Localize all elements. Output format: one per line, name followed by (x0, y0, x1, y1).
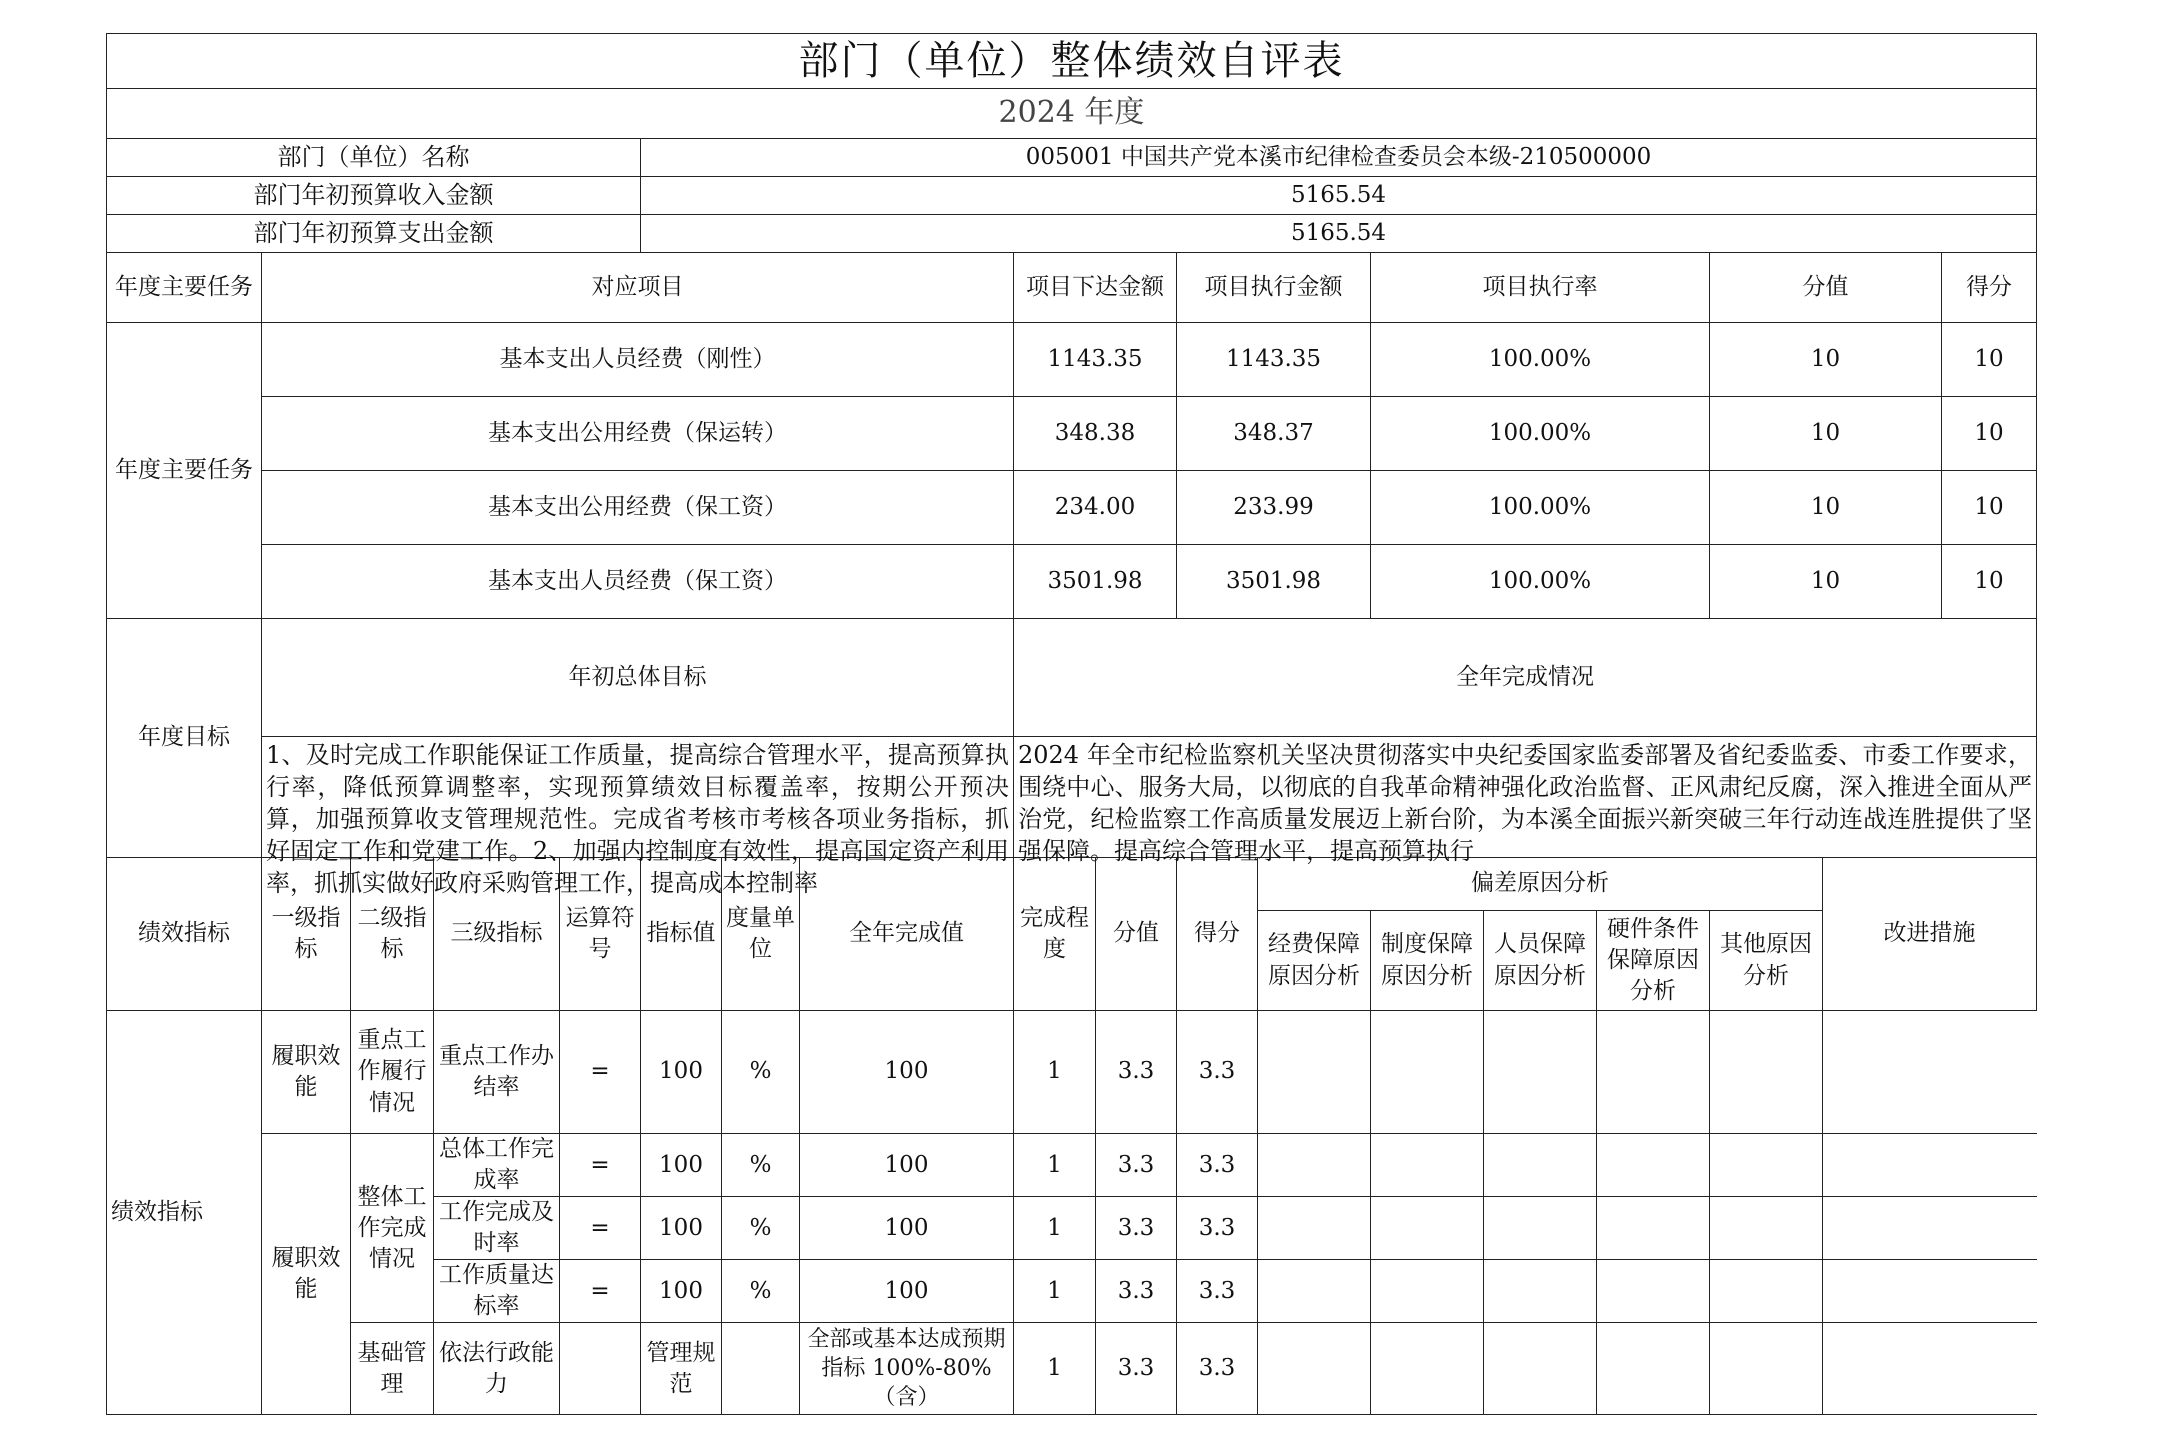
perf-got: 3.3 (1177, 1134, 1258, 1197)
dev-col-staff: 人员保障原因分析 (1484, 911, 1597, 1011)
perf-got: 3.3 (1177, 1197, 1258, 1260)
dev-col-hardware: 硬件条件保障原因分析 (1597, 911, 1710, 1011)
dev-cell (1258, 1134, 1371, 1197)
task-got: 10 (1942, 397, 2037, 471)
dept-name-label: 部门（单位）名称 (107, 139, 641, 177)
perf-unit: % (722, 1011, 800, 1134)
col-project: 对应项目 (262, 253, 1014, 323)
col-perf-got: 得分 (1177, 858, 1258, 1011)
col-perf-score: 分值 (1096, 858, 1177, 1011)
dev-cell (1371, 1260, 1484, 1323)
perf-got: 3.3 (1177, 1260, 1258, 1323)
col-actual: 全年完成值 (800, 858, 1014, 1011)
perf-l1: 履职效能 (262, 1134, 351, 1415)
dev-cell (1371, 1197, 1484, 1260)
self-evaluation-sheet (106, 33, 2037, 1415)
col-op: 运算符号 (560, 858, 641, 1011)
perf-unit (722, 1323, 800, 1415)
improve-cell (1823, 1011, 2037, 1134)
task-rate: 100.00% (1371, 545, 1710, 619)
perf-actual: 100 (800, 1134, 1014, 1197)
perf-target: 100 (641, 1134, 722, 1197)
perf-l3: 重点工作办结率 (434, 1011, 560, 1134)
perf-got: 3.3 (1177, 1323, 1258, 1415)
perf-l2: 重点工作履行情况 (351, 1011, 434, 1134)
dev-cell (1597, 1134, 1710, 1197)
task-got: 10 (1942, 471, 2037, 545)
improve-cell (1823, 1197, 2037, 1260)
col-unit: 度量单位 (722, 858, 800, 1011)
perf-score: 3.3 (1096, 1011, 1177, 1134)
income-value: 5165.54 (641, 177, 2037, 215)
dev-cell (1371, 1011, 1484, 1134)
dev-cell (1597, 1011, 1710, 1134)
dev-cell (1258, 1011, 1371, 1134)
dev-cell (1484, 1260, 1597, 1323)
col-rate: 项目执行率 (1371, 253, 1710, 323)
income-label: 部门年初预算收入金额 (107, 177, 641, 215)
perf-actual: 100 (800, 1197, 1014, 1260)
col-score: 分值 (1710, 253, 1942, 323)
perf-actual: 100 (800, 1011, 1014, 1134)
task-rate: 100.00% (1371, 323, 1710, 397)
perf-got: 3.3 (1177, 1011, 1258, 1134)
perf-degree: 1 (1014, 1011, 1096, 1134)
dev-cell (1371, 1323, 1484, 1415)
improve-cell (1823, 1323, 2037, 1415)
task-issued: 1143.35 (1014, 323, 1177, 397)
task-score: 10 (1710, 323, 1942, 397)
perf-degree: 1 (1014, 1134, 1096, 1197)
task-got: 10 (1942, 323, 2037, 397)
dev-cell (1597, 1197, 1710, 1260)
perf-actual: 100 (800, 1260, 1014, 1323)
task-project: 基本支出公用经费（保工资） (262, 471, 1014, 545)
perf-op: = (560, 1260, 641, 1323)
improve-cell (1823, 1134, 2037, 1197)
deviation-header: 偏差原因分析 (1258, 858, 1823, 911)
dev-cell (1484, 1197, 1597, 1260)
dev-cell (1710, 1323, 1823, 1415)
dev-cell (1710, 1011, 1823, 1134)
dev-col-funding: 经费保障原因分析 (1258, 911, 1371, 1011)
improve-cell (1823, 1260, 2037, 1323)
expense-value: 5165.54 (641, 215, 2037, 253)
dev-col-other: 其他原因分析 (1710, 911, 1823, 1011)
task-executed: 348.37 (1177, 397, 1371, 471)
perf-score: 3.3 (1096, 1323, 1177, 1415)
perf-side-label: 绩效指标 (107, 1011, 262, 1415)
perf-op (560, 1323, 641, 1415)
perf-target: 100 (641, 1011, 722, 1134)
initial-goal-header: 年初总体目标 (262, 619, 1014, 737)
task-issued: 3501.98 (1014, 545, 1177, 619)
perf-target: 100 (641, 1260, 722, 1323)
task-rate: 100.00% (1371, 397, 1710, 471)
dev-cell (1484, 1323, 1597, 1415)
dev-cell (1710, 1134, 1823, 1197)
col-l2: 二级指标 (351, 858, 434, 1011)
result-text: 2024 年全市纪检监察机关坚决贯彻落实中央纪委国家监委部署及省纪委监委、市委工作要求，围绕中心、服务大局，以彻底的自我革命精神强化政治监督、正风肃纪反腐，深入推进全面从严治党，纪检监察工作高质量发展迈上新台阶，为本溪全面振兴新突破三年行动连战连胜提供了坚强保障。提高综合管理水平，提高预算执行 (1014, 737, 2037, 858)
dev-col-system: 制度保障原因分析 (1371, 911, 1484, 1011)
task-issued: 348.38 (1014, 397, 1177, 471)
col-target: 指标值 (641, 858, 722, 1011)
col-executed: 项目执行金额 (1177, 253, 1371, 323)
task-issued: 234.00 (1014, 471, 1177, 545)
perf-degree: 1 (1014, 1197, 1096, 1260)
perf-l2: 整体工作完成情况 (351, 1134, 434, 1323)
page-title: 部门（单位）整体绩效自评表 (107, 34, 2037, 89)
perf-l3: 总体工作完成率 (434, 1134, 560, 1197)
perf-l3: 工作质量达标率 (434, 1260, 560, 1323)
col-issued: 项目下达金额 (1014, 253, 1177, 323)
col-l1: 一级指标 (262, 858, 351, 1011)
perf-degree: 1 (1014, 1323, 1096, 1415)
perf-l1: 履职效能 (262, 1011, 351, 1134)
dev-cell (1258, 1260, 1371, 1323)
perf-unit: % (722, 1260, 800, 1323)
perf-l2: 基础管理 (351, 1323, 434, 1415)
task-project: 基本支出人员经费（刚性） (262, 323, 1014, 397)
perf-degree: 1 (1014, 1260, 1096, 1323)
task-project: 基本支出公用经费（保运转） (262, 397, 1014, 471)
dev-cell (1484, 1134, 1597, 1197)
perf-l3: 依法行政能力 (434, 1323, 560, 1415)
initial-goal-text: 1、及时完成工作职能保证工作质量，提高综合管理水平，提高预算执行率，降低预算调整率，实现预算绩效目标覆盖率，按期公开预决算，加强预算收支管理规范性。完成省考核市考核各项业务指标，抓好固定工作和党建工作。2、加强内控制度有效性，提高国定资产利用率，抓抓实做好政府采购管理工作，提高成本控制率 (262, 737, 1014, 858)
dev-cell (1371, 1134, 1484, 1197)
perf-score: 3.3 (1096, 1134, 1177, 1197)
col-improve: 改进措施 (1823, 858, 2037, 1011)
task-score: 10 (1710, 545, 1942, 619)
perf-score: 3.3 (1096, 1260, 1177, 1323)
dept-name-value: 005001 中国共产党本溪市纪律检查委员会本级-210500000 (641, 139, 2037, 177)
perf-op: = (560, 1134, 641, 1197)
result-header: 全年完成情况 (1014, 619, 2037, 737)
task-executed: 3501.98 (1177, 545, 1371, 619)
perf-score: 3.3 (1096, 1197, 1177, 1260)
dev-cell (1484, 1011, 1597, 1134)
task-score: 10 (1710, 471, 1942, 545)
task-score: 10 (1710, 397, 1942, 471)
dev-cell (1258, 1197, 1371, 1260)
perf-actual: 全部或基本达成预期指标 100%-80%（含） (800, 1323, 1014, 1415)
perf-op: = (560, 1197, 641, 1260)
dev-cell (1258, 1323, 1371, 1415)
task-project: 基本支出人员经费（保工资） (262, 545, 1014, 619)
col-degree: 完成程度 (1014, 858, 1096, 1011)
perf-unit: % (722, 1197, 800, 1260)
task-executed: 1143.35 (1177, 323, 1371, 397)
col-got: 得分 (1942, 253, 2037, 323)
expense-label: 部门年初预算支出金额 (107, 215, 641, 253)
dev-cell (1710, 1260, 1823, 1323)
evaluation-table (106, 33, 2037, 1415)
task-side-label: 年度主要任务 (107, 323, 262, 619)
perf-unit: % (722, 1134, 800, 1197)
perf-op: = (560, 1011, 641, 1134)
perf-header-label: 绩效指标 (107, 858, 262, 1011)
dev-cell (1597, 1323, 1710, 1415)
perf-target: 100 (641, 1197, 722, 1260)
task-executed: 233.99 (1177, 471, 1371, 545)
goals-label: 年度目标 (107, 619, 262, 858)
col-l3: 三级指标 (434, 858, 560, 1011)
perf-target: 管理规范 (641, 1323, 722, 1415)
year-label: 2024 年度 (107, 89, 2037, 139)
dev-cell (1710, 1197, 1823, 1260)
task-header-label: 年度主要任务 (107, 253, 262, 323)
perf-l3: 工作完成及时率 (434, 1197, 560, 1260)
dev-cell (1597, 1260, 1710, 1323)
task-got: 10 (1942, 545, 2037, 619)
task-rate: 100.00% (1371, 471, 1710, 545)
